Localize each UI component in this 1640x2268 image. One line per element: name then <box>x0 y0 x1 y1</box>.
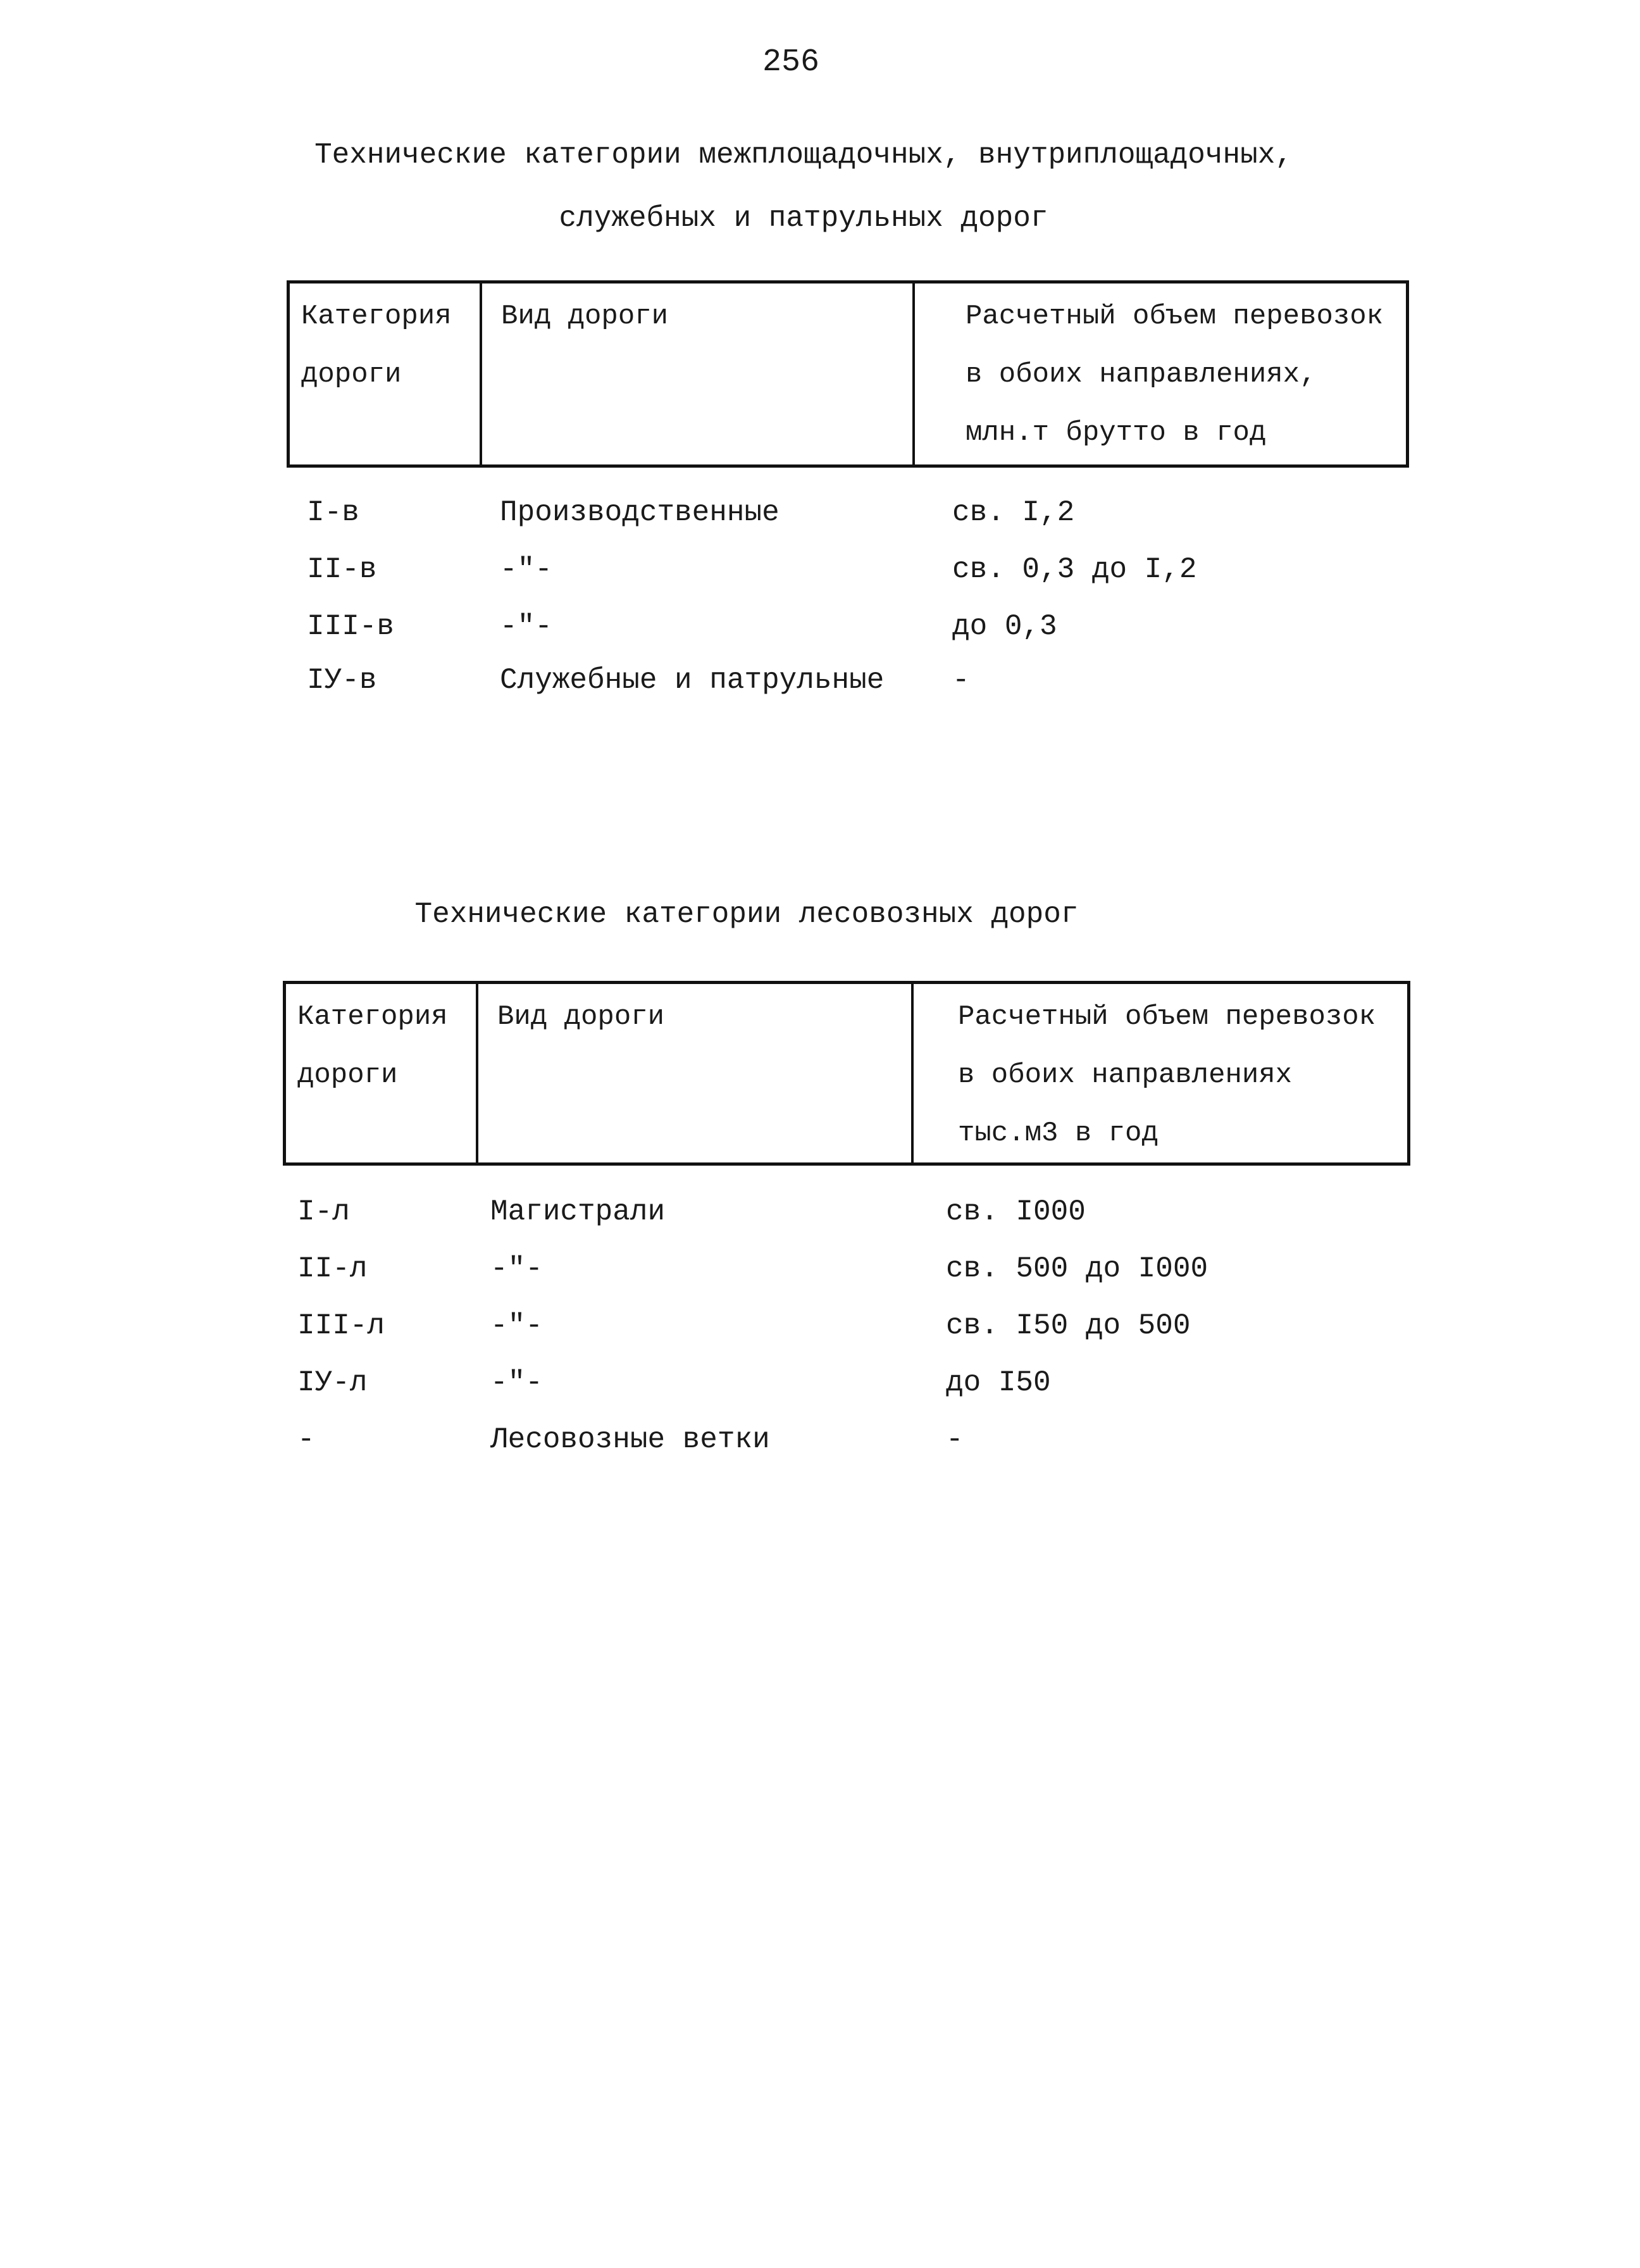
header-volume-line1: Расчетный объем перевозок <box>958 1001 1376 1033</box>
table-row-type: Магистрали <box>490 1195 666 1228</box>
table-row-type: Производственные <box>500 496 780 529</box>
table-row-volume: - <box>952 664 970 697</box>
header-volume <box>912 983 1409 1164</box>
table-row-type: -"- <box>490 1366 543 1399</box>
table-row-category: III-л <box>297 1309 385 1342</box>
table-row-type: Лесовозные ветки <box>490 1423 770 1456</box>
header-volume-line2: в обоих направлениях <box>958 1059 1293 1091</box>
table-row-type: -"- <box>500 610 552 643</box>
table-row-category: - <box>297 1423 315 1456</box>
table-row-category: II-в <box>307 553 377 586</box>
header-road-type <box>477 983 912 1164</box>
table-row-type: -"- <box>500 553 552 586</box>
header-volume-line3: тыс.м3 в год <box>958 1118 1159 1149</box>
table-row-category: II-л <box>297 1252 368 1285</box>
header-category-line2: дороги <box>301 359 402 390</box>
table-row-category: IУ-л <box>297 1366 368 1399</box>
table-row-volume: св. 0,3 до I,2 <box>952 553 1197 586</box>
table-row-volume: св. I000 <box>946 1195 1086 1228</box>
header-category-line1: Категория <box>297 1001 448 1033</box>
header-volume-line3: млн.т брутто в год <box>966 417 1267 449</box>
table-row-volume: до 0,3 <box>952 610 1057 643</box>
table-row-volume: св. 500 до I000 <box>946 1252 1208 1285</box>
header-road-type <box>481 282 914 466</box>
header-road-type-line1: Вид дороги <box>501 301 669 332</box>
section1-title <box>76 123 1531 250</box>
header-volume-line1: Расчетный объем перевозок <box>966 301 1384 332</box>
header-volume <box>914 282 1408 466</box>
table-row-volume: до I50 <box>946 1366 1051 1399</box>
table-row-volume: св. I,2 <box>952 496 1075 529</box>
header-category-line2: дороги <box>297 1059 398 1091</box>
section1-title-line2: служебных и патрульных дорог <box>559 202 1048 235</box>
table-row-category: I-в <box>307 496 359 529</box>
page-number: 256 <box>762 44 819 80</box>
section1-title-line1: Технические категории межплощадочных, внутриплощадочных, <box>314 139 1293 171</box>
section2-table-header <box>283 981 1410 1166</box>
section2-title: Технические категории лесовозных дорог <box>414 898 1079 931</box>
header-category <box>289 282 481 466</box>
header-volume-line2: в обоих направлениях, <box>966 359 1317 390</box>
table-row-category: I-л <box>297 1195 350 1228</box>
table-row-type: -"- <box>490 1309 543 1342</box>
table-row-volume: - <box>946 1423 964 1456</box>
header-category <box>285 983 478 1164</box>
table-row-type: -"- <box>490 1252 543 1285</box>
header-category-line1: Категория <box>301 301 452 332</box>
table-row-category: IУ-в <box>307 664 377 697</box>
table-row-category: III-в <box>307 610 395 643</box>
table-row-volume: св. I50 до 500 <box>946 1309 1191 1342</box>
section1-table-header <box>287 280 1409 468</box>
header-road-type-line1: Вид дороги <box>497 1001 665 1033</box>
table-row-type: Служебные и патрульные <box>500 664 885 697</box>
